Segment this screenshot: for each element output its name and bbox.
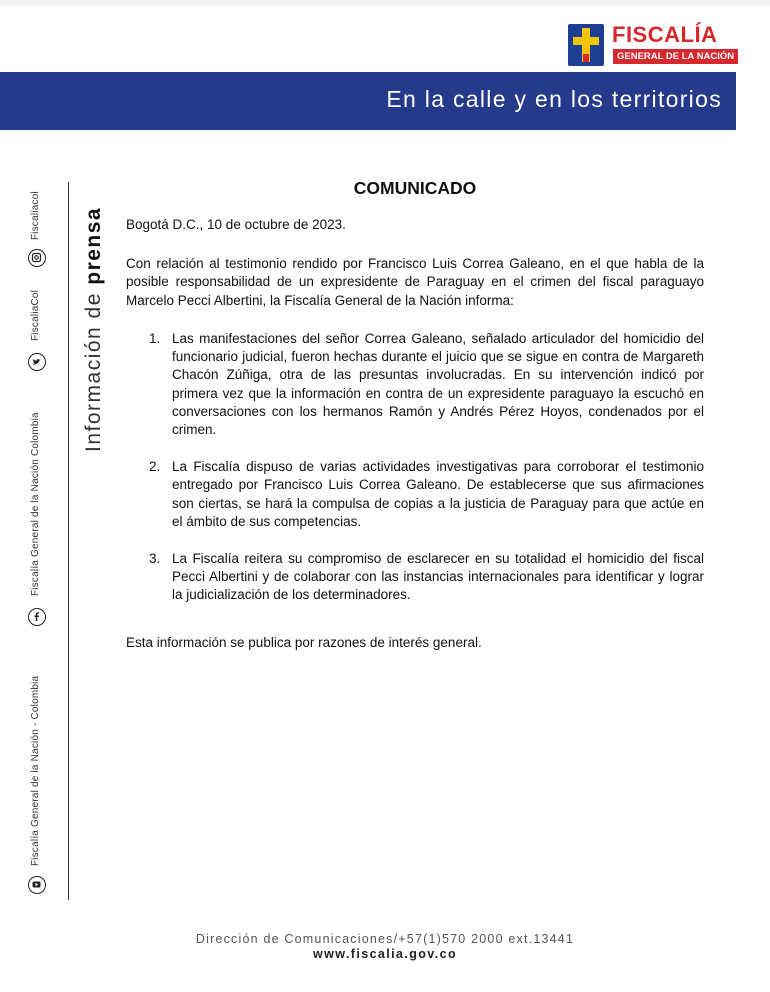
press-release bbox=[126, 178, 704, 650]
press-info-light: Información de bbox=[82, 284, 105, 452]
fiscalia-logo[interactable] bbox=[568, 22, 738, 68]
list-item-text: La Fiscalía reitera su compromiso de esclarecer en su totalidad el homicidio del fiscal Pecci Albertini y de colaborar con las instancias internacionales para identificar y lograr la judicialización de los determinadores. bbox=[172, 550, 704, 603]
facebook-handle[interactable]: Fiscalía General de la Nación Colombia bbox=[30, 412, 41, 596]
logo-word: FISCALÍA bbox=[612, 22, 718, 47]
youtube-icon[interactable] bbox=[28, 876, 46, 894]
list-item-text: Las manifestaciones del señor Correa Galeano, señalado articulador del homicidio del funcionario judicial, fueron hechas durante el juicio que se sigue en contra de Margareth Chacón Zúñiga, otra de las presuntas involucradas. En su intervención indicó por primera vez que la información en contra de un expresidente paraguayo la escuchó en conversaciones con los hermanos Ramón y Andrés Pérez Hoyos, condenados por el crimen. bbox=[172, 330, 704, 438]
press-info-bold: prensa bbox=[82, 206, 105, 285]
closing-line: Esta información se publica por razones de interés general. bbox=[126, 634, 482, 650]
press-info-label bbox=[82, 207, 106, 452]
colombia-coat-of-arms-icon bbox=[568, 24, 604, 66]
list-item-number: 2. bbox=[149, 459, 161, 475]
slogan-banner bbox=[0, 72, 736, 130]
intro-paragraph: Con relación al testimonio rendido por Francisco Luis Correa Galeano, en el que habla de la posible responsabilidad de un expresidente de Paraguay en el crimen del fiscal paraguayo Marcelo Pecci Albertini, la Fiscalía General de la Nación informa: bbox=[126, 256, 704, 308]
list-item bbox=[126, 550, 704, 605]
list-item-text: La Fiscalía dispuso de varias actividades investigativas para corroborar el testimonio entregado por Francisco Luis Correa Galeano. De establecerse que sus afirmaciones son ciertas, se hará la compulsa de copias a la justicia de Paraguay para que actúe en el ámbito de sus competencias. bbox=[172, 459, 704, 530]
footer-website-link[interactable]: www.fiscalia.gov.co bbox=[313, 947, 457, 961]
youtube-handle[interactable]: Fiscalía General de la Nación - Colombia bbox=[30, 675, 41, 866]
document-date: Bogotá D.C., 10 de octubre de 2023. bbox=[126, 217, 346, 232]
numbered-list bbox=[126, 330, 704, 605]
footer-contact: Dirección de Comunicaciones/+57(1)570 2000 ext.13441 bbox=[195, 932, 575, 946]
logo-subtitle: GENERAL DE LA NACIÓN bbox=[613, 49, 738, 64]
list-item bbox=[126, 458, 704, 531]
top-strip bbox=[0, 0, 770, 6]
list-item-number: 3. bbox=[149, 550, 161, 566]
twitter-handle[interactable]: FiscaliaCol bbox=[30, 289, 41, 341]
instagram-icon[interactable] bbox=[28, 249, 46, 267]
banner-text: En la calle y en los territorios bbox=[386, 86, 722, 112]
instagram-handle[interactable]: Fiscaliacol bbox=[30, 191, 41, 240]
side-divider bbox=[68, 182, 69, 900]
list-item bbox=[126, 330, 704, 440]
list-item-number: 1. bbox=[149, 330, 161, 346]
twitter-icon[interactable] bbox=[28, 353, 46, 371]
document-title: COMUNICADO bbox=[353, 178, 477, 198]
facebook-icon[interactable] bbox=[28, 608, 46, 626]
